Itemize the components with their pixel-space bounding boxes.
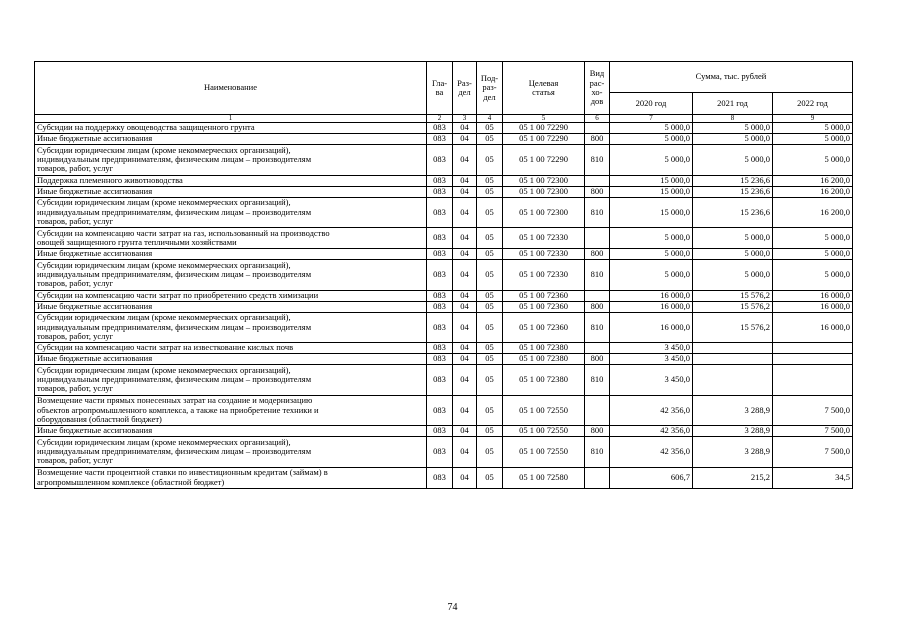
row-2020: 5 000,0 <box>610 260 693 291</box>
row-name: Иные бюджетные ассигнования <box>35 426 427 437</box>
row-razdel: 04 <box>453 249 477 260</box>
row-razdel: 04 <box>453 426 477 437</box>
table-row <box>35 197 853 228</box>
header-2020: 2020 год <box>610 93 693 115</box>
row-glava: 083 <box>427 290 453 301</box>
row-target: 05 1 00 72300 <box>503 186 585 197</box>
row-2021: 5 000,0 <box>693 228 773 249</box>
row-vid: 800 <box>585 354 610 365</box>
row-2022 <box>773 354 853 365</box>
table-row <box>35 260 853 291</box>
row-2021 <box>693 354 773 365</box>
row-glava: 083 <box>427 249 453 260</box>
row-2020: 5 000,0 <box>610 134 693 145</box>
row-glava: 083 <box>427 437 453 468</box>
row-2022: 7 500,0 <box>773 437 853 468</box>
row-2021: 15 576,2 <box>693 290 773 301</box>
row-razdel: 04 <box>453 134 477 145</box>
row-name: Возмещение части прямых понесенных затрат на создание и модернизацию объектов агропромышленного комплекса, а также на приобретение техники и оборудования (областной бюджет) <box>35 395 427 426</box>
row-name: Иные бюджетные ассигнования <box>35 186 427 197</box>
row-2022: 7 500,0 <box>773 395 853 426</box>
table-row <box>35 467 853 488</box>
row-2022: 5 000,0 <box>773 145 853 176</box>
row-2021: 5 000,0 <box>693 134 773 145</box>
row-glava: 083 <box>427 228 453 249</box>
row-2022: 16 000,0 <box>773 290 853 301</box>
row-glava: 083 <box>427 186 453 197</box>
row-podrazdel: 05 <box>477 249 503 260</box>
row-target: 05 1 00 72300 <box>503 197 585 228</box>
colnum: 8 <box>693 115 773 123</box>
row-podrazdel: 05 <box>477 228 503 249</box>
row-2020: 5 000,0 <box>610 145 693 176</box>
row-vid: 810 <box>585 437 610 468</box>
table-row <box>35 365 853 396</box>
row-2022: 5 000,0 <box>773 134 853 145</box>
row-razdel: 04 <box>453 197 477 228</box>
row-podrazdel: 05 <box>477 175 503 186</box>
row-razdel: 04 <box>453 175 477 186</box>
row-2021: 15 236,6 <box>693 186 773 197</box>
row-vid: 800 <box>585 186 610 197</box>
row-2022 <box>773 343 853 354</box>
row-razdel: 04 <box>453 467 477 488</box>
table-row <box>35 354 853 365</box>
row-2022: 5 000,0 <box>773 260 853 291</box>
row-podrazdel: 05 <box>477 134 503 145</box>
header-podrazdel: Под- раз- дел <box>477 62 503 115</box>
row-podrazdel: 05 <box>477 301 503 312</box>
colnum: 1 <box>35 115 427 123</box>
row-2020: 16 000,0 <box>610 290 693 301</box>
row-target: 05 1 00 72300 <box>503 175 585 186</box>
row-target: 05 1 00 72330 <box>503 228 585 249</box>
colnum: 4 <box>477 115 503 123</box>
row-podrazdel: 05 <box>477 123 503 134</box>
row-2020: 16 000,0 <box>610 301 693 312</box>
row-target: 05 1 00 72380 <box>503 354 585 365</box>
row-razdel: 04 <box>453 260 477 291</box>
column-number-row <box>35 115 853 123</box>
row-target: 05 1 00 72330 <box>503 249 585 260</box>
row-2021: 3 288,9 <box>693 437 773 468</box>
row-2020: 5 000,0 <box>610 123 693 134</box>
row-vid: 800 <box>585 134 610 145</box>
row-name: Иные бюджетные ассигнования <box>35 354 427 365</box>
row-name: Субсидии на поддержку овощеводства защищенного грунта <box>35 123 427 134</box>
row-2021: 5 000,0 <box>693 260 773 291</box>
row-target: 05 1 00 72290 <box>503 145 585 176</box>
row-name: Иные бюджетные ассигнования <box>35 134 427 145</box>
row-2022 <box>773 365 853 396</box>
row-podrazdel: 05 <box>477 343 503 354</box>
row-podrazdel: 05 <box>477 145 503 176</box>
row-name: Субсидии на компенсацию части затрат по приобретению средств химизации <box>35 290 427 301</box>
table-row <box>35 290 853 301</box>
row-razdel: 04 <box>453 312 477 343</box>
row-2022: 5 000,0 <box>773 123 853 134</box>
row-razdel: 04 <box>453 145 477 176</box>
row-target: 05 1 00 72550 <box>503 395 585 426</box>
row-razdel: 04 <box>453 343 477 354</box>
table-row <box>35 175 853 186</box>
row-vid <box>585 467 610 488</box>
row-podrazdel: 05 <box>477 437 503 468</box>
row-2021: 5 000,0 <box>693 145 773 176</box>
row-vid: 810 <box>585 260 610 291</box>
header-razdel: Раз- дел <box>453 62 477 115</box>
row-2021: 5 000,0 <box>693 249 773 260</box>
row-podrazdel: 05 <box>477 395 503 426</box>
header-name: Наименование <box>35 62 427 115</box>
row-2020: 16 000,0 <box>610 312 693 343</box>
table-row <box>35 134 853 145</box>
row-2021: 5 000,0 <box>693 123 773 134</box>
row-target: 05 1 00 72330 <box>503 260 585 291</box>
row-2022: 7 500,0 <box>773 426 853 437</box>
row-razdel: 04 <box>453 354 477 365</box>
row-2020: 3 450,0 <box>610 343 693 354</box>
budget-table <box>34 61 853 489</box>
row-2020: 15 000,0 <box>610 197 693 228</box>
header-glava: Гла- ва <box>427 62 453 115</box>
row-vid: 810 <box>585 312 610 343</box>
row-vid: 810 <box>585 197 610 228</box>
row-vid <box>585 290 610 301</box>
row-2022: 16 000,0 <box>773 312 853 343</box>
colnum: 6 <box>585 115 610 123</box>
row-2020: 42 356,0 <box>610 426 693 437</box>
row-2022: 16 200,0 <box>773 175 853 186</box>
table-row <box>35 123 853 134</box>
row-razdel: 04 <box>453 301 477 312</box>
row-podrazdel: 05 <box>477 365 503 396</box>
row-glava: 083 <box>427 123 453 134</box>
table-row <box>35 301 853 312</box>
row-2020: 3 450,0 <box>610 365 693 396</box>
row-2020: 5 000,0 <box>610 249 693 260</box>
row-name: Поддержка племенного животноводства <box>35 175 427 186</box>
row-glava: 083 <box>427 312 453 343</box>
row-razdel: 04 <box>453 395 477 426</box>
table-row <box>35 437 853 468</box>
row-razdel: 04 <box>453 228 477 249</box>
row-2021: 15 236,6 <box>693 197 773 228</box>
row-name: Субсидии юридическим лицам (кроме некоммерческих организаций), индивидуальным предпринимателям, физическим лицам – производителям товаров, работ, услуг <box>35 145 427 176</box>
row-target: 05 1 00 72380 <box>503 365 585 396</box>
row-glava: 083 <box>427 260 453 291</box>
table-row <box>35 395 853 426</box>
header-sum: Сумма, тыс. рублей <box>610 62 853 93</box>
row-name: Иные бюджетные ассигнования <box>35 249 427 260</box>
row-target: 05 1 00 72360 <box>503 301 585 312</box>
row-vid <box>585 123 610 134</box>
row-2020: 15 000,0 <box>610 175 693 186</box>
row-razdel: 04 <box>453 186 477 197</box>
row-target: 05 1 00 72550 <box>503 437 585 468</box>
row-glava: 083 <box>427 175 453 186</box>
row-vid: 810 <box>585 145 610 176</box>
row-2020: 15 000,0 <box>610 186 693 197</box>
row-2022: 16 000,0 <box>773 301 853 312</box>
row-vid: 800 <box>585 426 610 437</box>
row-razdel: 04 <box>453 290 477 301</box>
row-glava: 083 <box>427 467 453 488</box>
row-glava: 083 <box>427 426 453 437</box>
table-row <box>35 145 853 176</box>
colnum: 7 <box>610 115 693 123</box>
row-2021 <box>693 365 773 396</box>
row-2020: 606,7 <box>610 467 693 488</box>
row-target: 05 1 00 72360 <box>503 290 585 301</box>
row-name: Возмещение части процентной ставки по инвестиционным кредитам (займам) в агропромышленном комплексе (областной бюджет) <box>35 467 427 488</box>
colnum: 5 <box>503 115 585 123</box>
row-2022: 34,5 <box>773 467 853 488</box>
row-2020: 42 356,0 <box>610 395 693 426</box>
table-row <box>35 426 853 437</box>
row-razdel: 04 <box>453 123 477 134</box>
table-row <box>35 186 853 197</box>
row-2020: 5 000,0 <box>610 228 693 249</box>
row-podrazdel: 05 <box>477 186 503 197</box>
row-glava: 083 <box>427 395 453 426</box>
table-row <box>35 343 853 354</box>
header-target: Целевая статья <box>503 62 585 115</box>
row-2022: 16 200,0 <box>773 197 853 228</box>
colnum: 9 <box>773 115 853 123</box>
row-name: Субсидии юридическим лицам (кроме некоммерческих организаций), индивидуальным предпринимателям, физическим лицам – производителям товаров, работ, услуг <box>35 365 427 396</box>
row-2021: 3 288,9 <box>693 426 773 437</box>
row-target: 05 1 00 72290 <box>503 123 585 134</box>
row-glava: 083 <box>427 301 453 312</box>
row-2021: 15 576,2 <box>693 301 773 312</box>
row-vid: 810 <box>585 365 610 396</box>
colnum: 2 <box>427 115 453 123</box>
row-glava: 083 <box>427 145 453 176</box>
row-glava: 083 <box>427 134 453 145</box>
row-2021: 3 288,9 <box>693 395 773 426</box>
header-2022: 2022 год <box>773 93 853 115</box>
header-vid: Вид рас- хо- дов <box>585 62 610 115</box>
row-name: Субсидии на компенсацию части затрат на газ, использованный на производство овощей защищенного грунта тепличными хозяйствами <box>35 228 427 249</box>
row-glava: 083 <box>427 343 453 354</box>
row-name: Субсидии юридическим лицам (кроме некоммерческих организаций), индивидуальным предпринимателям, физическим лицам – производителям товаров, работ, услуг <box>35 197 427 228</box>
header-2021: 2021 год <box>693 93 773 115</box>
row-2020: 42 356,0 <box>610 437 693 468</box>
row-target: 05 1 00 72380 <box>503 343 585 354</box>
table-row <box>35 228 853 249</box>
page-number: 74 <box>447 602 458 613</box>
row-2022: 5 000,0 <box>773 249 853 260</box>
row-target: 05 1 00 72360 <box>503 312 585 343</box>
row-podrazdel: 05 <box>477 354 503 365</box>
row-podrazdel: 05 <box>477 290 503 301</box>
row-2020: 3 450,0 <box>610 354 693 365</box>
row-target: 05 1 00 72580 <box>503 467 585 488</box>
row-podrazdel: 05 <box>477 426 503 437</box>
row-name: Субсидии юридическим лицам (кроме некоммерческих организаций), индивидуальным предпринимателям, физическим лицам – производителям товаров, работ, услуг <box>35 312 427 343</box>
row-podrazdel: 05 <box>477 467 503 488</box>
table-row <box>35 312 853 343</box>
row-vid <box>585 395 610 426</box>
row-target: 05 1 00 72550 <box>503 426 585 437</box>
row-razdel: 04 <box>453 437 477 468</box>
row-2021: 15 576,2 <box>693 312 773 343</box>
row-vid <box>585 228 610 249</box>
row-name: Субсидии юридическим лицам (кроме некоммерческих организаций), индивидуальным предпринимателям, физическим лицам – производителям товаров, работ, услуг <box>35 260 427 291</box>
row-name: Субсидии юридическим лицам (кроме некоммерческих организаций), индивидуальным предпринимателям, физическим лицам – производителям товаров, работ, услуг <box>35 437 427 468</box>
row-name: Субсидии на компенсацию части затрат на известкование кислых почв <box>35 343 427 354</box>
row-2021 <box>693 343 773 354</box>
row-2022: 16 200,0 <box>773 186 853 197</box>
colnum: 3 <box>453 115 477 123</box>
row-2021: 15 236,6 <box>693 175 773 186</box>
row-vid <box>585 175 610 186</box>
row-vid: 800 <box>585 301 610 312</box>
row-name: Иные бюджетные ассигнования <box>35 301 427 312</box>
row-glava: 083 <box>427 354 453 365</box>
row-2021: 215,2 <box>693 467 773 488</box>
row-vid: 800 <box>585 249 610 260</box>
row-podrazdel: 05 <box>477 260 503 291</box>
row-glava: 083 <box>427 197 453 228</box>
row-razdel: 04 <box>453 365 477 396</box>
row-2022: 5 000,0 <box>773 228 853 249</box>
table-row <box>35 249 853 260</box>
row-vid <box>585 343 610 354</box>
row-glava: 083 <box>427 365 453 396</box>
row-podrazdel: 05 <box>477 312 503 343</box>
row-target: 05 1 00 72290 <box>503 134 585 145</box>
row-podrazdel: 05 <box>477 197 503 228</box>
